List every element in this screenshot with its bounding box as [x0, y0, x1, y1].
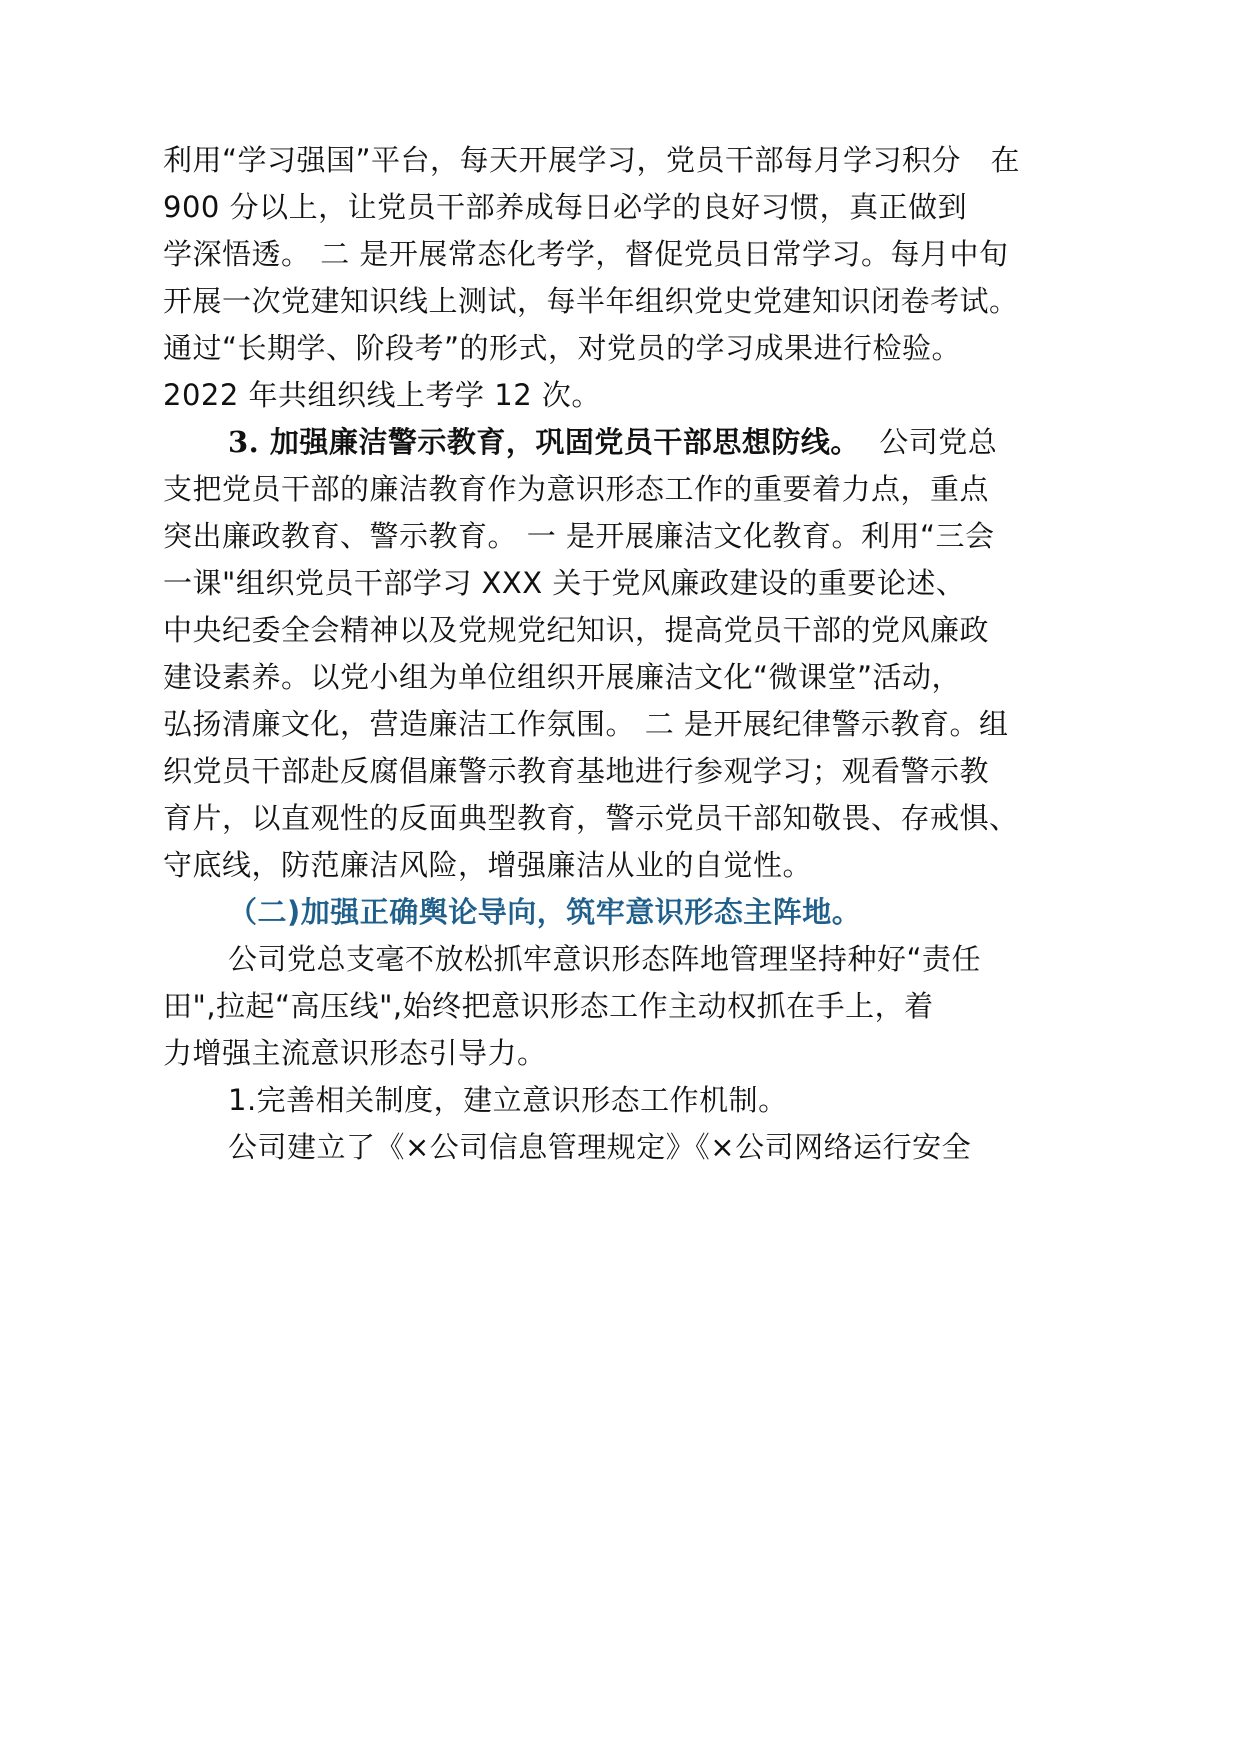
body-text-line: 开展一次党建知识线上测试，每半年组织党史党建知识闭卷考试。: [163, 284, 1019, 318]
body-text-line: 弘扬清廉文化，营造廉洁工作氛围。 二 是开展纪律警示教育。组: [163, 707, 1009, 741]
body-text-line: 织党员干部赴反腐倡廉警示教育基地进行参观学习；观看警示教: [163, 754, 990, 788]
body-text-line: 学深悟透。 二 是开展常态化考学，督促党员日常学习。每月中旬: [163, 237, 1009, 271]
body-text-line: 公司建立了《×公司信息管理规定》《×公司网络运行安全: [228, 1130, 972, 1164]
body-text-line: 通过“长期学、阶段考”的形式，对党员的学习成果进行检验。: [163, 331, 962, 365]
numbered-item-title: 1.完善相关制度，建立意识形态工作机制。: [228, 1083, 788, 1117]
body-text-line: 守底线，防范廉洁风险，增强廉洁从业的自觉性。: [163, 848, 813, 882]
body-text-line: 支把党员干部的廉洁教育作为意识形态工作的重要着力点，重点: [163, 472, 990, 506]
body-text-line: 田",拉起“高压线",始终把意识形态工作主动权抓在手上，着: [163, 989, 934, 1023]
body-text-line: 900 分以上，让党员干部养成每日必学的良好习惯，真正做到: [163, 190, 968, 224]
body-text-line: 建设素养。以党小组为单位组织开展廉洁文化“微课堂”活动，: [163, 660, 962, 694]
body-text-line: 力增强主流意识形态引导力。: [163, 1036, 547, 1070]
section-title: （二)加强正确舆论导向，筑牢意识形态主阵地。: [228, 895, 862, 929]
body-text-line: 公司党总支毫不放松抓牢意识形态阵地管理坚持种好“责任: [228, 942, 982, 976]
body-text-line: 突出廉政教育、警示教育。 一 是开展廉洁文化教育。利用“三会: [163, 519, 995, 553]
subsection-heading-line: [228, 416, 997, 468]
body-text-line: 一课"组织党员干部学习 XXX 关于党风廉政建设的重要论述、: [163, 566, 966, 600]
body-text-line: 育片，以直观性的反面典型教育，警示党员干部知敬畏、存戒惧、: [163, 801, 1019, 835]
body-text-fragment: 公司党总: [859, 425, 998, 459]
subsection-heading: 3. 加强廉洁警示教育，巩固党员干部思想防线。: [228, 425, 860, 459]
body-text-line: 中央纪委全会精神以及党规党纪知识，提高党员干部的党风廉政: [163, 613, 990, 647]
body-text-line: 利用“学习强国”平台，每天开展学习，党员干部每月学习积分 在: [163, 143, 1021, 177]
body-text-line: 2022 年共组织线上考学 12 次。: [163, 378, 601, 412]
